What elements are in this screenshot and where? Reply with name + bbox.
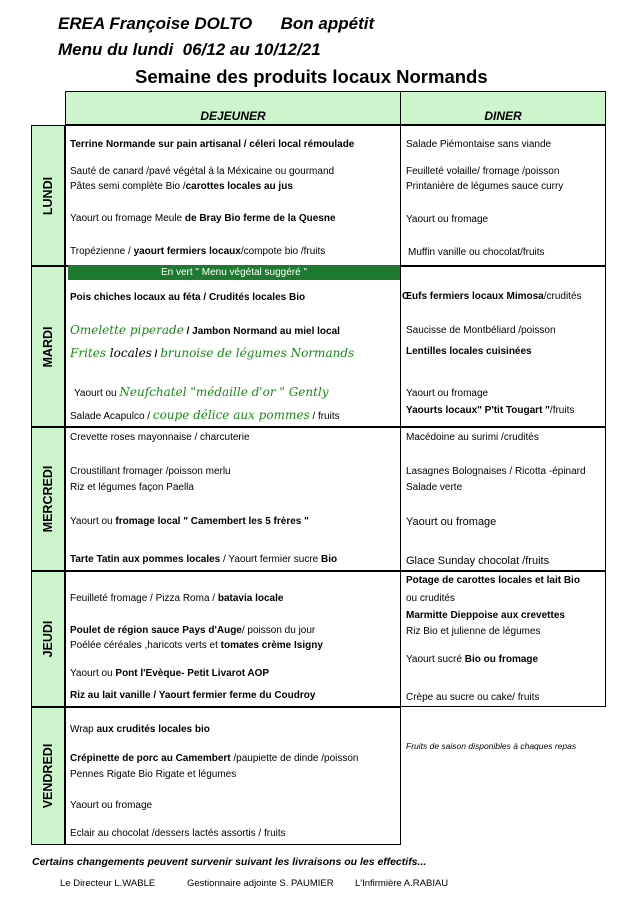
text-bold: aux crudités locales bio (96, 724, 210, 735)
monday-dinner-dessert: Muffin vanille ou chocolat/fruits (408, 247, 545, 258)
text-plain: Yaourt ou (74, 388, 120, 399)
text-plain: Yaourt ou (70, 668, 116, 679)
text-plain: Yaourt ou (70, 516, 116, 527)
text-plain: / Yaourt fermier sucre (220, 554, 322, 565)
changes-notice: Certains changements peuvent survenir suivant les livraisons ou les effectifs... (32, 856, 427, 868)
tuesday-dessert (70, 408, 340, 424)
wednesday-dessert (70, 554, 337, 566)
text-bold: de Bray Bio ferme de la Quesne (184, 213, 336, 224)
wednesday-dinner-dessert: Glace Sunday chocolat /fruits (406, 555, 550, 567)
header-dates: Menu du lundi 06/12 au 10/12/21 (58, 40, 321, 59)
thursday-dinner-main: Marmitte Dieppoise aux crevettes (406, 610, 565, 621)
day-friday (31, 707, 65, 845)
wednesday-dinner-side: Salade verte (406, 482, 463, 493)
text-plain: Poélée céréales ,haricots verts et (70, 640, 221, 651)
vegetarian-option: Frites (70, 346, 110, 360)
wednesday-dinner-main: Lasagnes Bolognaises / Ricotta -épinard (406, 466, 586, 477)
column-lunch-header: DEJEUNER (65, 91, 401, 125)
day-label: MERCREDI (41, 465, 55, 533)
monday-main: Sauté de canard /pavé végétal à la Méxicaine ou gourmand (70, 166, 335, 177)
tuesday-starter: Pois chiches locaux au féta / Crudités locales Bio (70, 292, 306, 303)
thursday-dinner-starter-alt: ou crudités (406, 593, 455, 604)
thursday-dessert (70, 690, 315, 702)
tuesday-dairy (74, 384, 329, 402)
text-plain: / fruits (309, 411, 340, 422)
header-school: EREA Françoise DOLTO Bon appétit (58, 14, 375, 33)
text-plain: /compote bio /fruits (240, 246, 326, 257)
text-plain: /crudités (543, 291, 582, 302)
wednesday-side: Riz et légumes façon Paella (70, 482, 194, 493)
thursday-dinner-dessert: Crèpe au sucre ou cake/ fruits (406, 692, 540, 703)
day-label: JEUDI (41, 620, 55, 658)
tuesday-dinner-main: Saucisse de Montbéliard /poisson (406, 325, 556, 336)
monday-starter: Terrine Normande sur pain artisanal / céleri local rémoulade (70, 139, 355, 150)
text-bold: / (151, 349, 161, 360)
monday-dinner-side: Printanière de légumes sauce curry (406, 181, 564, 192)
text-bold: Œufs fermiers locaux Mimosa (402, 291, 544, 302)
monday-dinner-dairy: Yaourt ou fromage (406, 214, 489, 225)
vegetarian-option: Neufchatel "médaille d'or " Gently (119, 385, 329, 399)
monday-dessert (70, 246, 325, 258)
thursday-dinner-starter: Potage de carottes locales et lait Bio (406, 575, 580, 586)
text-bold: Yaourts locaux" P'tit Tougart " (406, 405, 550, 416)
text-bold: Pont l'Evèque- Petit Livarot AOP (115, 668, 270, 679)
friday-dessert: Eclair au chocolat /dessers lactés assortis / fruits (70, 828, 286, 839)
friday-side: Pennes Rigate Bio Rigate et légumes (70, 769, 237, 780)
monday-dinner-main: Feuilleté volaille/ fromage /poisson (406, 166, 560, 177)
day-tuesday (31, 266, 65, 427)
text-bold: Bio ou fromage (464, 654, 539, 665)
day-label: VENDREDI (41, 743, 55, 809)
day-label: LUNDI (41, 176, 55, 215)
text-plain: /fruits (549, 405, 575, 416)
text-bold: tomates crème Isigny (220, 640, 323, 651)
thursday-main (70, 625, 315, 637)
text-bold: fromage local " Camembert les 5 frères " (115, 516, 309, 527)
day-monday (31, 125, 65, 266)
text-plain: Salade Acapulco / (70, 411, 153, 422)
signature-nurse: L'Infirmière A.RABIAU (355, 878, 449, 889)
text-bold: Poulet de région sauce Pays d'Auge (70, 625, 242, 636)
page-title: Semaine des produits locaux Normands (135, 66, 488, 87)
wednesday-main: Croustillant fromager /poisson merlu (70, 466, 231, 477)
text-bold: Bio (321, 554, 338, 565)
text-plain: / poisson du jour (241, 625, 316, 636)
text-bold: Crépinette de porc au Camembert (70, 753, 231, 764)
text-plain: Yaourt sucré (406, 654, 465, 665)
tuesday-dinner-dessert (406, 405, 574, 417)
thursday-starter (70, 593, 283, 605)
vegetarian-option: coupe délice aux pommes (152, 408, 310, 422)
thursday-dinner-dairy (406, 654, 538, 666)
vegetarian-banner: En vert " Menu végétal suggéré " (68, 265, 400, 280)
monday-side (70, 181, 293, 193)
column-dinner-header: DINER (400, 91, 606, 125)
text-plain: /paupiette de dinde /poisson (230, 753, 359, 764)
friday-main (70, 753, 359, 765)
wednesday-lunch-cell (65, 427, 401, 571)
thursday-lunch-cell (65, 571, 401, 707)
seasonal-fruit-note: Fruits de saison disponibles à chaques repas (406, 741, 577, 751)
day-wednesday (31, 427, 65, 571)
text-plain: Pâtes semi complète Bio / (70, 181, 186, 192)
tuesday-dinner-starter (402, 291, 582, 303)
wednesday-dairy (70, 516, 309, 528)
text-plain: Wrap (70, 724, 97, 735)
monday-dinner-starter: Salade Piémontaise sans viande (406, 139, 552, 150)
signature-director: Le Directeur L.WABLE (60, 878, 156, 889)
vegetarian-option: brunoise de légumes Normands (160, 346, 355, 360)
friday-dairy: Yaourt ou fromage (70, 800, 153, 811)
tuesday-side (70, 345, 354, 363)
tuesday-dinner-dairy: Yaourt ou fromage (406, 388, 489, 399)
wednesday-starter: Crevette roses mayonnaise / charcuterie (70, 432, 250, 443)
friday-starter (70, 724, 210, 736)
text-plain: Feuilleté fromage / Pizza Roma / (70, 593, 218, 604)
text-bold: Tarte Tatin aux pommes locales (70, 554, 221, 565)
wednesday-dinner-starter: Macédoine au surimi /crudités (406, 432, 539, 443)
wednesday-dinner-cell (400, 427, 606, 571)
text-bold: yaourt fermiers locaux (133, 246, 241, 257)
text-bold: batavia locale (217, 593, 284, 604)
thursday-dairy (70, 668, 269, 680)
thursday-dinner-side: Riz Bio et julienne de légumes (406, 626, 541, 637)
signature-manager: Gestionnaire adjointe S. PAUMIER (187, 878, 334, 889)
day-thursday (31, 571, 65, 707)
tuesday-dinner-side: Lentilles locales cuisinées (406, 346, 532, 357)
day-label: MARDI (41, 326, 55, 367)
vegetarian-option: Omelette piperade (70, 323, 184, 337)
text-bold: / Yaourt fermier ferme du Coudroy (150, 690, 316, 701)
text-bold: carottes locales au jus (185, 181, 293, 192)
text-bold: / Jambon Normand au miel local (183, 326, 340, 337)
text-plain: Tropézienne / (70, 246, 134, 257)
thursday-dinner-cell (400, 571, 606, 707)
text-script: locales (109, 346, 152, 360)
text-bold: Riz au lait vanille (70, 690, 151, 701)
thursday-side (70, 640, 323, 652)
tuesday-main (70, 322, 340, 340)
text-plain: Yaourt ou fromage Meule (70, 213, 185, 224)
monday-dairy (70, 213, 336, 225)
wednesday-dinner-dairy: Yaourt ou fromage (406, 516, 497, 528)
